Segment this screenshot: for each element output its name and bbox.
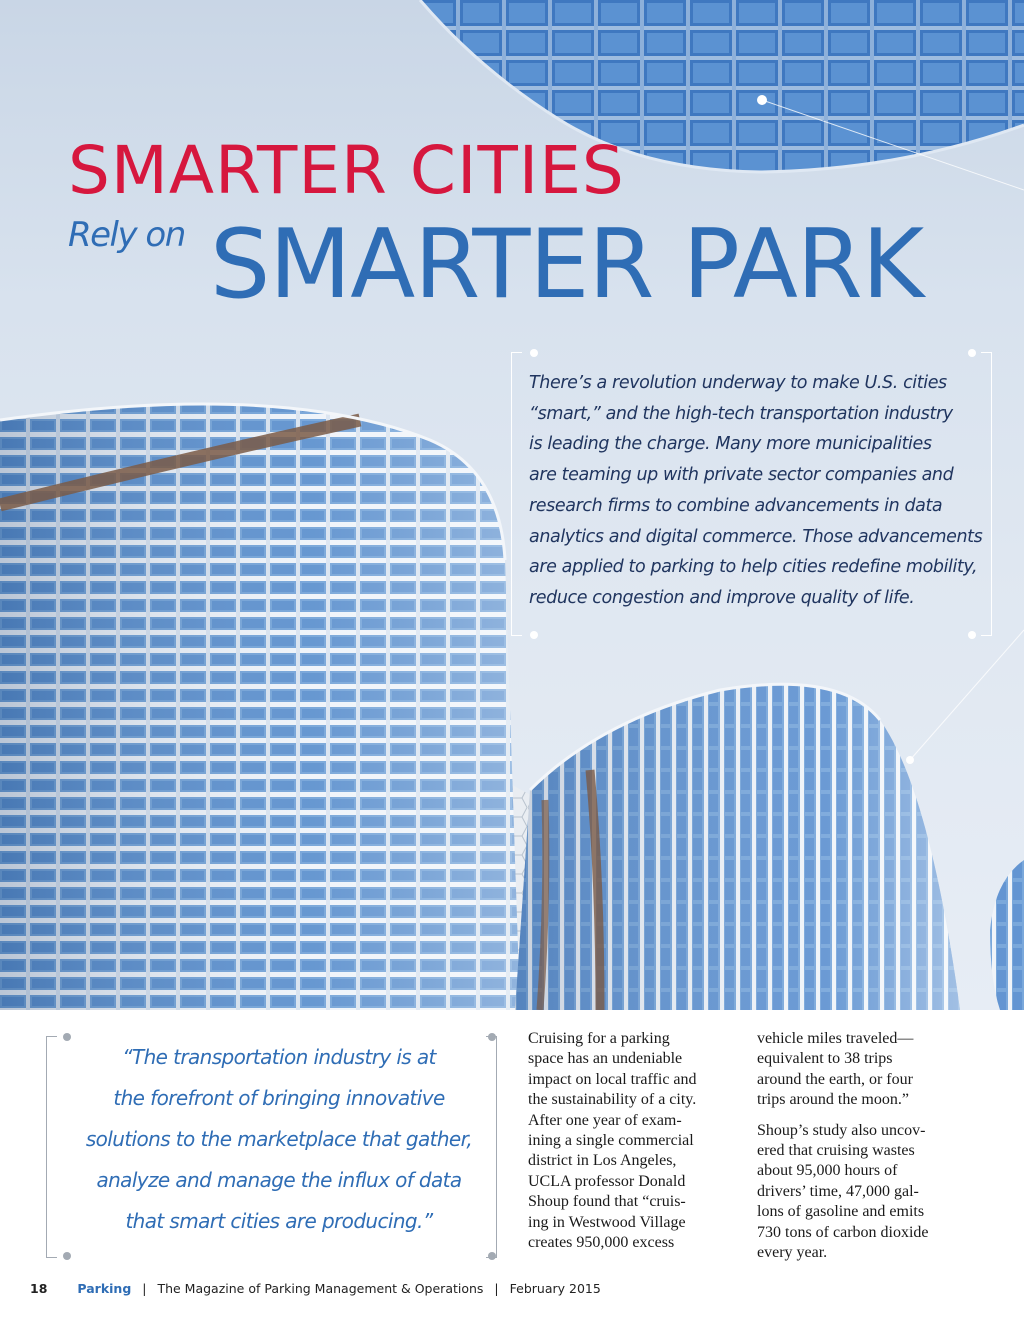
intro-line: is leading the charge. Many more municipalities [529,434,932,455]
footer-separator: | [494,1281,499,1296]
quote-dot-bottom-left [63,1252,71,1260]
body-line: ining a single commercial [528,1132,694,1150]
body-line: trips around the moon.” [757,1091,909,1109]
body-paragraph [528,1029,733,1253]
body-column-2 [757,1029,962,1273]
headline-line-1: SMARTER CITIES [68,132,625,209]
body-line: ered that cruising wastes [757,1142,915,1160]
body-line: impact on local traffic and [528,1070,697,1088]
intro-line: are applied to parking to help cities redefine mobility, [529,557,978,578]
headline-line-2: SMARTER PARK [210,210,924,320]
body-paragraph [757,1029,962,1111]
intro-dot-bottom-right [968,631,976,639]
body-column-1 [528,1029,733,1263]
intro-dot-top-left [530,349,538,357]
pull-quote-line: analyze and manage the influx of data [96,1168,462,1192]
body-paragraph [757,1121,962,1264]
body-line: After one year of exam- [528,1111,682,1129]
pull-quote-line: “The transportation industry is at [122,1045,436,1069]
footer-separator: | [142,1281,147,1296]
magazine-subtitle: The Magazine of Parking Management & Operations [157,1281,484,1296]
body-line: equivalent to 38 trips [757,1050,893,1068]
intro-line: There’s a revolution underway to make U.S. cities [529,373,947,393]
pull-quote [62,1037,496,1242]
quote-dot-bottom-right [488,1252,496,1260]
body-line: Cruising for a parking [528,1030,670,1047]
page-number: 18 [30,1281,48,1296]
intro-paragraph [529,368,989,614]
body-line: the sustainability of a city. [528,1091,697,1109]
intro-dot-top-right [968,349,976,357]
body-line: ing in Westwood Village [528,1213,686,1231]
pull-quote-line: the forefront of bringing innovative [113,1086,445,1110]
intro-left-bracket [511,352,522,636]
body-line: UCLA professor Donald [528,1172,686,1190]
headline-connector: Rely on [68,215,185,255]
body-line: district in Los Angeles, [528,1152,677,1170]
body-line: Shoup found that “cruis- [528,1193,686,1211]
intro-dot-bottom-left [530,631,538,639]
intro-line: analytics and digital commerce. Those advancements [529,526,983,547]
intro-line: reduce congestion and improve quality of life. [529,587,915,608]
body-line: around the earth, or four [757,1070,913,1088]
intro-line: “smart,” and the high-tech transportation industry [529,403,953,424]
magazine-name: Parking [77,1281,132,1296]
body-line: creates 950,000 excess [528,1234,675,1252]
pull-quote-line: that smart cities are producing.” [125,1209,433,1233]
quote-left-bracket [46,1036,57,1258]
body-line: every year. [757,1244,828,1262]
body-line: space has an undeniable [528,1050,683,1068]
issue-date: February 2015 [509,1281,601,1296]
page-footer [30,1281,601,1296]
body-line: vehicle miles traveled— [757,1030,914,1047]
body-line: lons of gasoline and emits [757,1203,925,1221]
body-line: Shoup’s study also uncov- [757,1121,926,1139]
body-line: about 95,000 hours of [757,1162,898,1180]
intro-line: are teaming up with private sector companies and [529,465,954,486]
pull-quote-line: solutions to the marketplace that gather, [85,1127,473,1151]
body-line: 730 tons of carbon dioxide [757,1223,929,1241]
body-line: drivers’ time, 47,000 gal- [757,1182,919,1200]
intro-line: research firms to combine advancements in data [529,495,943,516]
